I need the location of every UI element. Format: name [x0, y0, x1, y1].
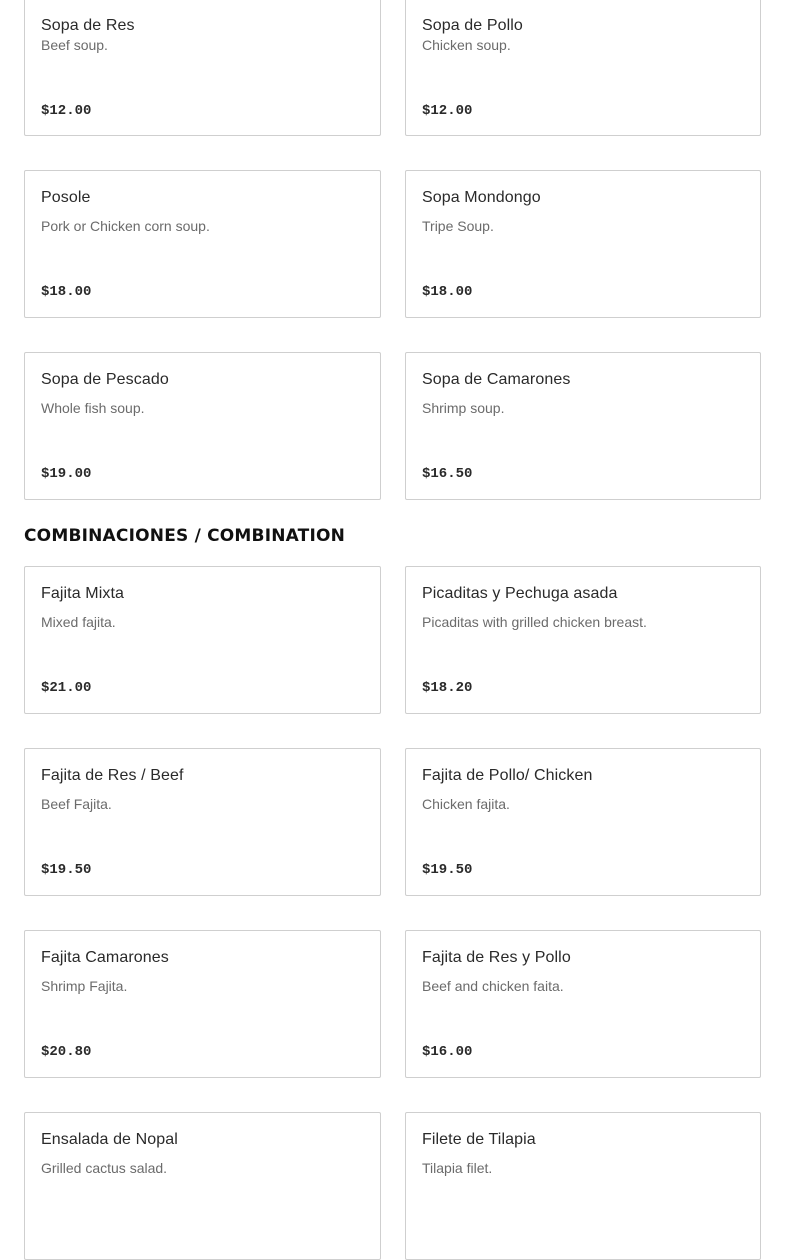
menu-item-price: $20.80 — [41, 1044, 92, 1060]
menu-item-card[interactable] — [24, 930, 381, 1078]
menu-item-price: $18.00 — [422, 284, 473, 300]
menu-item-card[interactable] — [24, 0, 381, 136]
menu-item-name: Fajita Camarones — [41, 949, 169, 966]
menu-item-card[interactable] — [405, 1112, 761, 1260]
menu-item-description: Shrimp soup. — [422, 400, 505, 416]
menu-item-description: Grilled cactus salad. — [41, 1160, 168, 1176]
menu-item-description: Chicken soup. — [422, 37, 511, 53]
menu-item-description: Beef Fajita. — [41, 796, 112, 812]
menu-item-name: Sopa de Pollo — [422, 17, 523, 34]
menu-item-name: Filete de Tilapia — [422, 1131, 536, 1148]
menu-item-card[interactable] — [405, 0, 761, 136]
menu-item-name: Fajita Mixta — [41, 585, 124, 602]
menu-item-card[interactable] — [24, 1112, 381, 1260]
menu-item-description: Picaditas with grilled chicken breast. — [422, 614, 647, 630]
menu-item-description: Pork or Chicken corn soup. — [41, 218, 210, 234]
menu-item-price: $18.00 — [41, 284, 92, 300]
menu-item-price: $16.50 — [422, 466, 473, 482]
menu-item-name: Fajita de Pollo/ Chicken — [422, 767, 593, 784]
menu-item-card[interactable] — [405, 352, 761, 500]
menu-item-card[interactable] — [405, 170, 761, 318]
menu-item-description: Mixed fajita. — [41, 614, 116, 630]
menu-item-card[interactable] — [24, 566, 381, 714]
menu-item-name: Ensalada de Nopal — [41, 1131, 178, 1148]
menu-item-name: Sopa de Camarones — [422, 371, 571, 388]
menu-item-name: Fajita de Res y Pollo — [422, 949, 571, 966]
menu-item-description: Tilapia filet. — [422, 1160, 493, 1176]
menu-item-price: $19.50 — [41, 862, 92, 878]
menu-item-price: $19.00 — [41, 466, 92, 482]
menu-item-card[interactable] — [405, 930, 761, 1078]
menu-item-description: Whole fish soup. — [41, 400, 145, 416]
menu-item-name: Sopa de Pescado — [41, 371, 169, 388]
menu-item-card[interactable] — [24, 748, 381, 896]
menu-item-description: Beef and chicken faita. — [422, 978, 564, 994]
menu-item-description: Shrimp Fajita. — [41, 978, 128, 994]
menu-item-name: Sopa Mondongo — [422, 189, 541, 206]
menu-item-price: $16.00 — [422, 1044, 473, 1060]
section-heading-combinations: COMBINACIONES / COMBINATION — [24, 526, 346, 546]
menu-item-name: Sopa de Res — [41, 17, 135, 34]
menu-item-card[interactable] — [24, 352, 381, 500]
menu-item-description: Chicken fajita. — [422, 796, 510, 812]
menu-item-card[interactable] — [405, 566, 761, 714]
menu-item-price: $18.20 — [422, 680, 473, 696]
menu-item-price: $12.00 — [41, 103, 92, 119]
menu-item-description: Tripe Soup. — [422, 218, 494, 234]
menu-item-description: Beef soup. — [41, 37, 108, 53]
menu-item-price: $12.00 — [422, 103, 473, 119]
menu-item-name: Posole — [41, 189, 91, 206]
menu-item-name: Picaditas y Pechuga asada — [422, 585, 618, 602]
menu-item-name: Fajita de Res / Beef — [41, 767, 184, 784]
menu-item-card[interactable] — [405, 748, 761, 896]
menu-item-price: $19.50 — [422, 862, 473, 878]
menu-item-card[interactable] — [24, 170, 381, 318]
menu-item-price: $21.00 — [41, 680, 92, 696]
